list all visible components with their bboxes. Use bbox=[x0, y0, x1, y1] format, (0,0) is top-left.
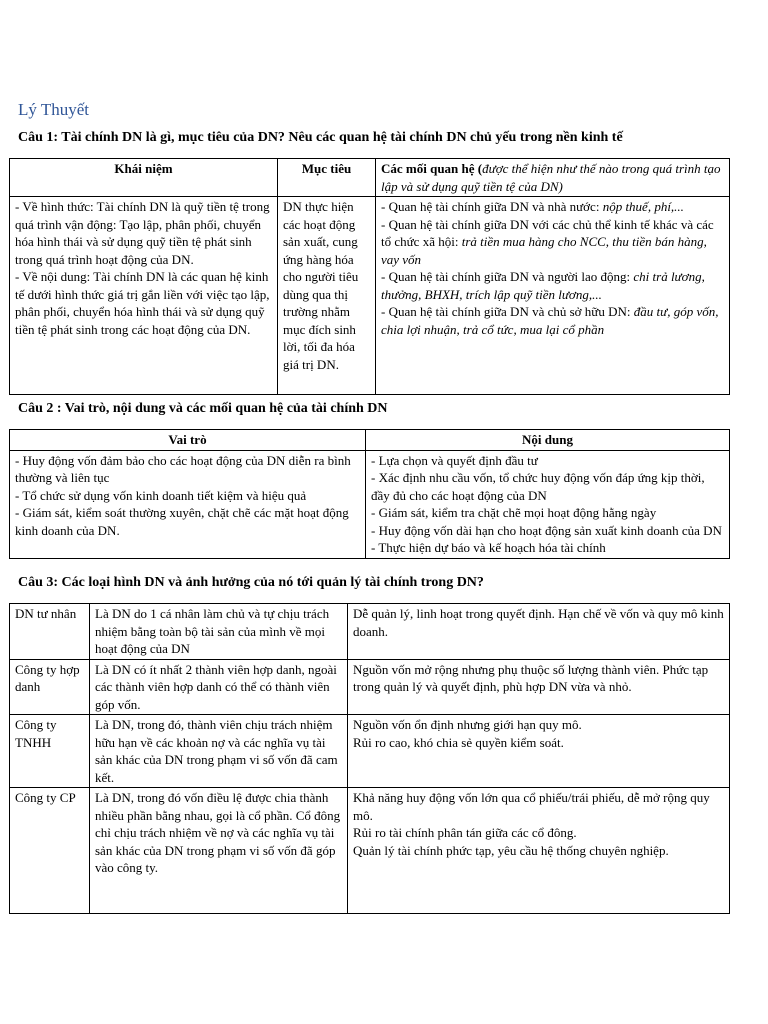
header-goal: Mục tiêu bbox=[278, 159, 376, 197]
role-item: - Giám sát, kiểm soát thường xuyên, chặt chẽ các mặt hoạt động kinh doanh của DN. bbox=[15, 505, 349, 538]
contents-cell bbox=[366, 450, 730, 558]
business-type: Công ty TNHH bbox=[10, 715, 90, 788]
goal-cell: DN thực hiện các hoạt động sản xuất, cung ứng hàng hóa cho người tiêu dùng qua thị trường nhằm mục đích sinh lời, tối đa hóa giá trị DN. bbox=[278, 197, 376, 395]
content-item: - Xác định nhu cầu vốn, tổ chức huy động vốn đáp ứng kịp thời, đầy đủ cho các hoạt động của DN bbox=[371, 470, 705, 503]
header-concept: Khái niệm bbox=[10, 159, 278, 197]
business-effect: Nguồn vốn mở rộng nhưng phụ thuộc số lượng thành viên. Phức tạp trong quản lý và quyết định, phù hợp DN vừa và nhỏ. bbox=[348, 659, 730, 715]
content-item: - Huy động vốn dài hạn cho hoạt động sản xuất kinh doanh của DN bbox=[371, 522, 722, 538]
table-row bbox=[10, 197, 730, 395]
relations-cell bbox=[376, 197, 730, 395]
business-description: Là DN, trong đó vốn điều lệ được chia thành nhiều phần bằng nhau, gọi là cổ phần. Cổ đông chỉ chịu trách nhiệm về nợ và các nghĩa vụ tài sản khác của DN trong phạm vi số vốn đã góp vào công ty. bbox=[90, 788, 348, 914]
table-header-row bbox=[10, 159, 730, 197]
relation-item: - Quan hệ tài chính giữa DN và nhà nước: nộp thuế, phí,... bbox=[381, 199, 684, 214]
relation-item: - Quan hệ tài chính giữa DN với các chủ thể kinh tế khác và các tổ chức xã hội: trả tiền mua hàng cho NCC, thu tiền bán hàng, vay vốn bbox=[381, 216, 714, 267]
content-item: - Giám sát, kiểm tra chặt chẽ mọi hoạt động hằng ngày bbox=[371, 505, 657, 520]
section-heading: Lý Thuyết bbox=[18, 100, 89, 119]
content-item: - Lựa chọn và quyết định đầu tư bbox=[371, 452, 538, 468]
business-description: Là DN có ít nhất 2 thành viên hợp danh, ngoài các thành viên hợp danh có thể có thành viên góp vốn. bbox=[90, 659, 348, 715]
question-2-title: Câu 2 : Vai trò, nội dung và các mối quan hệ của tài chính DN bbox=[18, 401, 388, 416]
business-effect: Nguồn vốn ổn định nhưng giới hạn quy mô. Rủi ro cao, khó chia sẻ quyền kiểm soát. bbox=[348, 715, 730, 788]
business-type: DN tư nhân bbox=[10, 604, 90, 660]
table-header-row bbox=[10, 430, 730, 451]
header-role: Vai trò bbox=[10, 430, 366, 451]
role-item: - Tổ chức sử dụng vốn kinh doanh tiết kiệm và hiệu quả bbox=[15, 487, 307, 503]
business-description: Là DN do 1 cá nhân làm chủ và tự chịu trách nhiệm bằng toàn bộ tài sản của mình về mọi hoạt động của DN bbox=[90, 604, 348, 660]
business-effect: Dễ quản lý, linh hoạt trong quyết định. Hạn chế về vốn và quy mô kinh doanh. bbox=[348, 604, 730, 660]
concept-form: - Về hình thức: Tài chính DN là quỹ tiền tệ trong quá trình vận động: Tạo lập, phân phối, chuyển hóa hình thái và sử dụng quỹ tiền tệ phát sinh trong quá trình hoạt động của DN. bbox=[15, 199, 270, 267]
roles-cell bbox=[10, 450, 366, 558]
content-item: - Thực hiện dự báo và kế hoạch hóa tài chính bbox=[371, 540, 606, 555]
table-row bbox=[10, 715, 730, 788]
relation-item: - Quan hệ tài chính giữa DN và chủ sở hữu DN: đầu tư, góp vốn, chia lợi nhuận, trả cổ tức, mua lại cổ phần bbox=[381, 304, 719, 337]
question-3-table bbox=[9, 603, 730, 914]
table-row bbox=[10, 450, 730, 558]
question-1-table bbox=[9, 158, 730, 395]
concept-content: - Về nội dung: Tài chính DN là các quan hệ kinh tế dưới hình thức giá trị gắn liền với việc tạo lập, phân phối, chuyển hóa hình thái và sử dụng quỹ tiền tệ phát sinh trong các hoạt động của DN. bbox=[15, 269, 270, 337]
header-content: Nội dung bbox=[366, 430, 730, 451]
question-2-table bbox=[9, 429, 730, 559]
relation-item: - Quan hệ tài chính giữa DN và người lao động: chi trả lương, thưởng, BHXH, trích lập quỹ tiền lương,... bbox=[381, 269, 705, 302]
question-3-title: Câu 3: Các loại hình DN và ảnh hưởng của nó tới quản lý tài chính trong DN? bbox=[18, 575, 484, 590]
table-row bbox=[10, 788, 730, 914]
business-type: Công ty hợp danh bbox=[10, 659, 90, 715]
concept-cell bbox=[10, 197, 278, 395]
table-row bbox=[10, 659, 730, 715]
role-item: - Huy động vốn đảm bảo cho các hoạt động của DN diễn ra bình thường và liên tục bbox=[15, 452, 351, 485]
question-1-title: Câu 1: Tài chính DN là gì, mục tiêu của DN? Nêu các quan hệ tài chính DN chủ yếu trong nền kinh tế bbox=[18, 130, 623, 145]
header-relations: Các mối quan hệ (được thể hiện như thế nào trong quá trình tạo lập và sử dụng quỹ tiền tệ của DN) bbox=[376, 159, 730, 197]
business-type: Công ty CP bbox=[10, 788, 90, 914]
table-row bbox=[10, 604, 730, 660]
business-description: Là DN, trong đó, thành viên chịu trách nhiệm hữu hạn về các khoản nợ và các nghĩa vụ tài sản khác của DN trong phạm vi số vốn đã cam kết. bbox=[90, 715, 348, 788]
business-effect: Khả năng huy động vốn lớn qua cổ phiếu/trái phiếu, dễ mở rộng quy mô. Rủi ro tài chính phân tán giữa các cổ đông. Quản lý tài chính phức tạp, yêu cầu hệ thống chuyên nghiệp. bbox=[348, 788, 730, 914]
